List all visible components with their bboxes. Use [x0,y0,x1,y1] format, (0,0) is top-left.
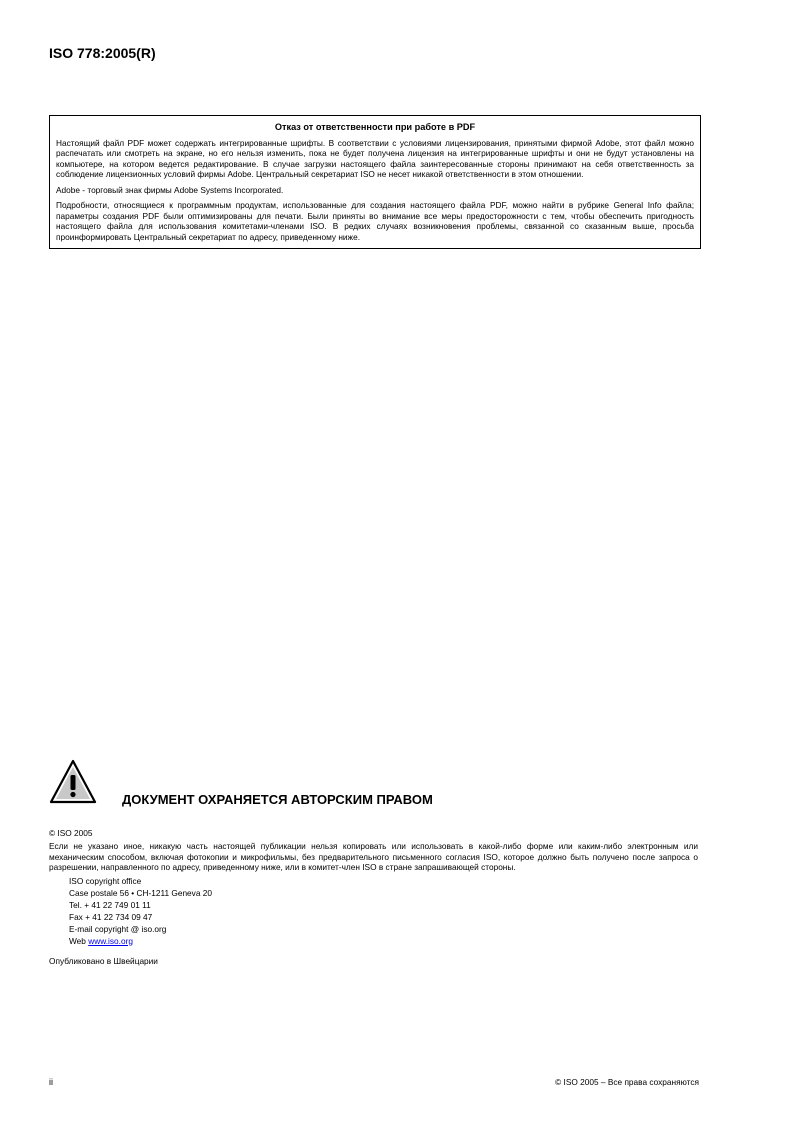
address-tel: Tel. + 41 22 749 01 11 [69,899,151,910]
footer-rights: © ISO 2005 – Все права сохраняются [555,1077,699,1087]
disclaimer-paragraph-trademark: Adobe - торговый знак фирмы Adobe Systems Incorporated. [56,184,284,195]
copyright-year: © ISO 2005 [49,828,93,838]
published-note: Опубликовано в Швейцарии [49,955,158,966]
copyright-title: ДОКУМЕНТ ОХРАНЯЕТСЯ АВТОРСКИМ ПРАВОМ [122,792,433,807]
address-web [69,935,698,947]
disclaimer-title: Отказ от ответственности при работе в PDF [274,122,476,132]
copyright-section [49,758,698,966]
web-label: Web [69,935,89,946]
page-number: ii [49,1077,53,1087]
disclaimer-paragraph-fonts: Настоящий файл PDF может содержать интегрированные шрифты. В соответствии с условиями лицензирования, принятыми фирмой Adobe, этот файл можно распечатать или смотреть на экране, но его нельзя изменить, пока не будет получена лицензия на интегрированные шрифты и они не будут установлены на компьютере, на котором ведется редактирование. В случае загрузки настоящего файла заинтересованные стороны принимают на себя ответственность за соблюдение лицензионных условий фирмы Adobe. Центральный секретариат ISO не несет никакой ответственности в этом отношении. [56,137,694,179]
address-postal: Case postale 56 • CH-1211 Geneva 20 [69,887,212,898]
iso-website-link[interactable]: www.iso.org [88,935,133,946]
address-fax: Fax + 41 22 734 09 47 [69,911,153,922]
iso-address [69,875,698,947]
address-email: E-mail copyright @ iso.org [69,923,167,934]
pdf-disclaimer-box [49,115,701,249]
document-id: ISO 778:2005(R) [49,45,156,61]
copyright-text: Если не указано иное, никакую часть настоящей публикации нельзя копировать или использовать в какой-либо форме или каким-либо электронным или механическим способом, включая фотокопии и микрофильмы, без предварительного письменного согласия ISO, которое должно быть получено после запроса о разрешении, направленного по адресу, приведенному ниже, или в комитет-член ISO в стране запрашивающей стороны. [49,841,698,872]
copyright-header [49,758,698,812]
warning-triangle-icon [49,758,97,806]
address-office: ISO copyright office [69,875,142,886]
disclaimer-paragraph-details: Подробности, относящиеся к программным продуктам, использованные для создания настоящего файла PDF, можно найти в рубрике General Info файла; параметры создания PDF были оптимизированы для печати. Были приняты во внимание все меры предосторожности с тем, чтобы обеспечить пригодность настоящего файла для использования комитетами-членами ISO. В редких случаях возникновения проблемы, связанной со сказанным выше, просьба проинформировать Центральный секретариат по адресу, приведенному ниже. [56,200,695,242]
